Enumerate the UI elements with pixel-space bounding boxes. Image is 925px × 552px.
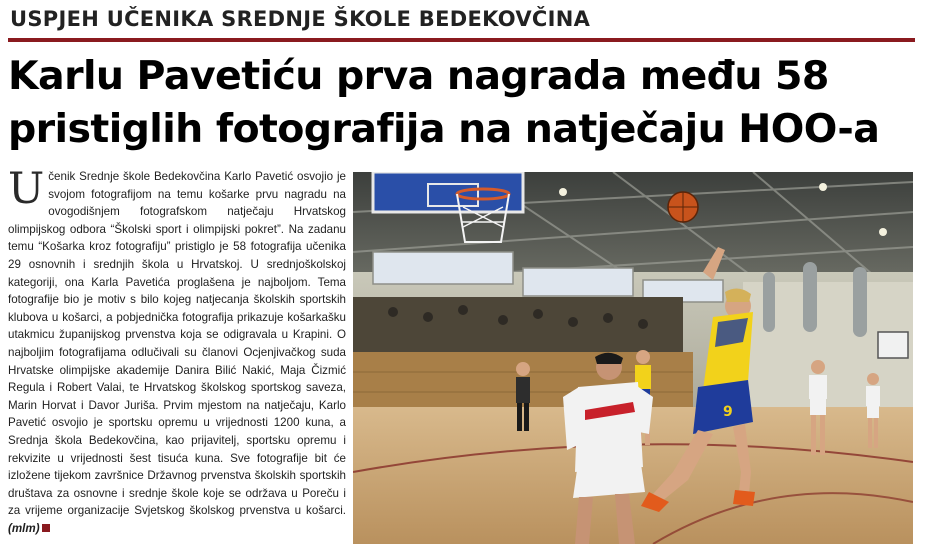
article-headline bbox=[8, 50, 920, 156]
article-body bbox=[8, 164, 346, 537]
headline-line-2: pristiglih fotografija na natječaju HOO-a bbox=[8, 106, 880, 152]
end-mark-icon bbox=[42, 524, 50, 532]
basketball-game-photo bbox=[353, 172, 913, 544]
kicker-rule bbox=[8, 38, 915, 42]
far-backboard bbox=[878, 332, 908, 358]
article-body-text: čenik Srednje škole Bedekovčina Karlo Pavetić osvojio je svojom fotografijom na temu košarke prvu nagradu na ovogodišnjem fotografskom natječaju Hrvatskog olimpijskog odbora “Školski sport i olimpijski pokret”. Na zadanu temu “Košarka kroz fotografiju” pristiglo je 58 fotografija učenika 29 osnovnih i srednjih škola u Hrvatskoj. U srednjoškolskoj kategoriji, ona Karla Pavetića proglašena je najboljom. Tema fotografije bio je motiv s bilo kojeg natjecanja školskih sportskih klubova u košarci, a pobjednička fotografija prikazuje košarkašku utakmicu županijskog prvenstva koja se odigravala u Krapini. O najboljim fotografijama odlučivali su članovi Ocjenjivačkog suda Hrvatske olimpijske akademije Danira Bilić Nakić, Maja Čizmić Regula i Robert Valai, te Hrvatskog školskog sportskog saveza, Marin Horvat i Davor Juriša. Prvim mjestom na natječaju, Karlo Pavetić osvojio je sportsku opremu u vrijednosti 1200 kuna, a Srednja škola Bedekovčina, kao prijavitelj, sportsku opremu i rekvizite u vrijednosti šest tisuća kuna. Sve fotografije bit će izložene tijekom završnice Državnog prvenstva školskih sportskih društava za osnovne i srednje škole koje se održava u Poreču i za vrijeme organizacije Svjetskog školskog prvenstva u košarci. bbox=[8, 170, 346, 518]
author-signature: (mlm) bbox=[8, 521, 40, 535]
stands bbox=[353, 297, 683, 357]
article-kicker: USPJEH UČENIKA SREDNJE ŠKOLE BEDEKOVČINA bbox=[10, 7, 591, 31]
headline-line-1: Karlu Pavetiću prva nagrada među 58 bbox=[8, 53, 829, 99]
drop-cap: U bbox=[8, 164, 45, 214]
article-photo bbox=[353, 172, 913, 544]
jersey-number: 9 bbox=[723, 404, 733, 420]
